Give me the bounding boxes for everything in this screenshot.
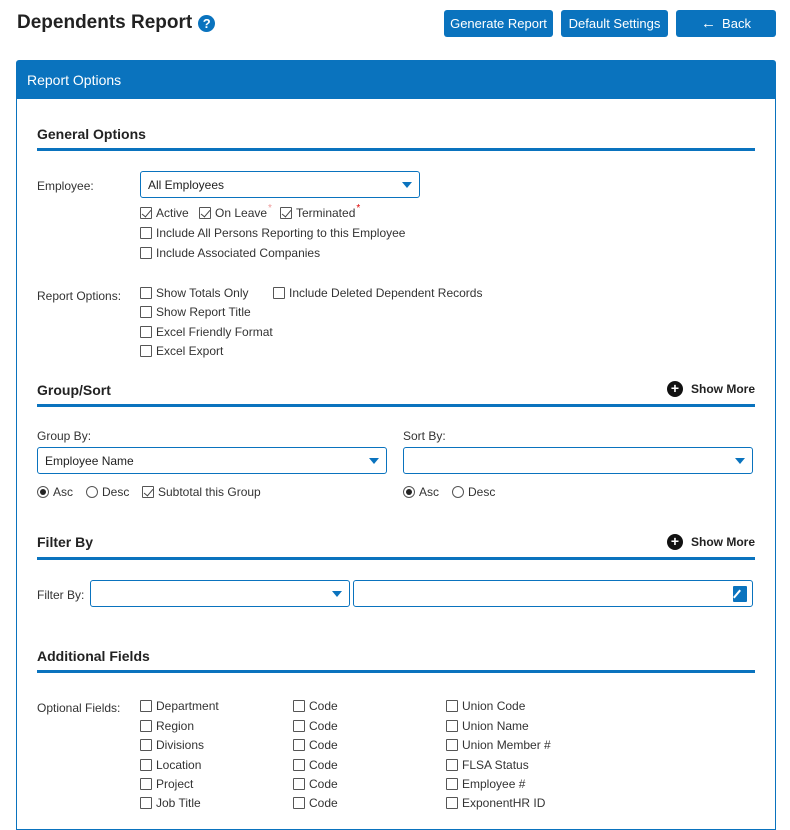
- show-title-label: Show Report Title: [156, 305, 251, 319]
- sort-asc-radio[interactable]: [403, 485, 439, 499]
- desc-label: Desc: [468, 485, 496, 499]
- field-union-code-checkbox[interactable]: [446, 699, 525, 713]
- checkbox-box[interactable]: [280, 207, 292, 219]
- checkbox-box[interactable]: [446, 739, 458, 751]
- checkbox-box[interactable]: [140, 207, 152, 219]
- on-leave-label: On Leave: [215, 206, 268, 220]
- group-by-label: Group By:: [37, 429, 92, 443]
- chevron-down-icon: [369, 458, 379, 464]
- field-label: Location: [156, 758, 202, 772]
- general-options-title: General Options: [37, 126, 146, 142]
- group-sort-title: Group/Sort: [37, 382, 111, 398]
- question-circle-icon[interactable]: ?: [198, 15, 215, 32]
- field-label: Union Name: [462, 719, 529, 733]
- terminated-checkbox[interactable]: [280, 202, 361, 220]
- terminated-label: Terminated: [296, 206, 356, 220]
- checkbox-box[interactable]: [140, 700, 152, 712]
- include-deleted-checkbox[interactable]: [273, 286, 482, 300]
- show-more-label: Show More: [690, 382, 755, 396]
- excel-export-checkbox[interactable]: [140, 344, 223, 358]
- filter-by-rule: [37, 557, 755, 560]
- field-union-member-checkbox[interactable]: [446, 738, 551, 752]
- checkbox-box[interactable]: [140, 720, 152, 732]
- group-sort-show-more[interactable]: [667, 381, 755, 397]
- include-deleted-label: Include Deleted Dependent Records: [289, 286, 483, 300]
- generate-report-button[interactable]: Generate Report: [444, 10, 553, 37]
- group-by-select[interactable]: [37, 447, 387, 474]
- filter-by-select[interactable]: [90, 580, 350, 607]
- page-title: [17, 12, 215, 34]
- field-label: Code: [309, 796, 338, 810]
- checkbox-box[interactable]: [140, 247, 152, 259]
- field-label: Department: [156, 699, 219, 713]
- field-code-checkbox[interactable]: [293, 758, 338, 772]
- checkbox-box[interactable]: [140, 287, 152, 299]
- active-label: Active: [156, 206, 189, 220]
- radio-dot[interactable]: [37, 486, 49, 498]
- sort-by-label: Sort By:: [403, 429, 446, 443]
- group-sort-rule: [37, 404, 755, 407]
- group-asc-radio[interactable]: [37, 485, 73, 499]
- field-label: ExponentHR ID: [462, 796, 546, 810]
- group-desc-radio[interactable]: [86, 485, 129, 499]
- excel-friendly-checkbox[interactable]: [140, 325, 273, 339]
- default-settings-button[interactable]: Default Settings: [561, 10, 668, 37]
- field-code-checkbox[interactable]: [293, 796, 338, 810]
- required-marker: *: [268, 202, 272, 214]
- include-reporting-checkbox[interactable]: [140, 226, 405, 240]
- field-code-checkbox[interactable]: [293, 719, 338, 733]
- checkbox-box[interactable]: [140, 797, 152, 809]
- field-region-checkbox[interactable]: [140, 719, 194, 733]
- checkbox-box[interactable]: [273, 287, 285, 299]
- include-reporting-label: Include All Persons Reporting to this Employee: [156, 226, 406, 240]
- excel-friendly-label: Excel Friendly Format: [156, 325, 273, 339]
- field-label: Union Code: [462, 699, 526, 713]
- checkbox-box[interactable]: [446, 700, 458, 712]
- field-label: Code: [309, 699, 338, 713]
- plus-circle-icon: +: [667, 381, 683, 397]
- field-location-checkbox[interactable]: [140, 758, 201, 772]
- checkbox-box[interactable]: [140, 345, 152, 357]
- subtotal-label: Subtotal this Group: [158, 485, 261, 499]
- include-companies-label: Include Associated Companies: [156, 246, 321, 260]
- field-code-checkbox[interactable]: [293, 777, 338, 791]
- checkbox-box[interactable]: [140, 326, 152, 338]
- field-label: Union Member #: [462, 738, 551, 752]
- field-exponenthr-id-checkbox[interactable]: [446, 796, 545, 810]
- field-label: Code: [309, 738, 338, 752]
- field-label: Employee #: [462, 777, 526, 791]
- checkbox-box[interactable]: [293, 759, 305, 771]
- include-companies-checkbox[interactable]: [140, 246, 320, 260]
- employee-select[interactable]: [140, 171, 420, 198]
- additional-fields-rule: [37, 670, 755, 673]
- checkbox-box[interactable]: [293, 700, 305, 712]
- filter-by-label: Filter By:: [37, 588, 85, 602]
- checkbox-box[interactable]: [446, 797, 458, 809]
- checkbox-box[interactable]: [293, 778, 305, 790]
- back-button[interactable]: [676, 10, 776, 37]
- checkbox-box[interactable]: [446, 778, 458, 790]
- field-code-checkbox[interactable]: [293, 699, 338, 713]
- checkbox-box[interactable]: [140, 739, 152, 751]
- field-label: Job Title: [156, 796, 201, 810]
- show-totals-checkbox[interactable]: [140, 286, 249, 300]
- asc-label: Asc: [419, 485, 440, 499]
- checkbox-box[interactable]: [140, 759, 152, 771]
- active-checkbox[interactable]: [140, 206, 189, 220]
- field-label: FLSA Status: [462, 758, 529, 772]
- additional-fields-title: Additional Fields: [37, 648, 150, 664]
- optional-fields-label: Optional Fields:: [37, 701, 121, 715]
- plus-circle-icon: +: [667, 534, 683, 550]
- checkbox-box[interactable]: [293, 739, 305, 751]
- checkbox-box[interactable]: [293, 720, 305, 732]
- filter-value-input[interactable]: [353, 580, 753, 607]
- field-job-title-checkbox[interactable]: [140, 796, 201, 810]
- checkbox-box[interactable]: [293, 797, 305, 809]
- on-leave-checkbox[interactable]: [199, 202, 272, 220]
- employee-label: Employee:: [37, 179, 94, 193]
- checkbox-box[interactable]: [446, 720, 458, 732]
- desc-label: Desc: [102, 485, 130, 499]
- required-marker: *: [356, 202, 361, 214]
- field-label: Code: [309, 777, 338, 791]
- report-options-label: Report Options:: [37, 289, 122, 303]
- chevron-down-icon: [735, 458, 745, 464]
- asc-label: Asc: [53, 485, 74, 499]
- radio-dot[interactable]: [403, 486, 415, 498]
- field-label: Region: [156, 719, 195, 733]
- filter-show-more[interactable]: [667, 534, 755, 550]
- field-department-checkbox[interactable]: [140, 699, 219, 713]
- show-totals-label: Show Totals Only: [156, 286, 249, 300]
- field-label: Code: [309, 719, 338, 733]
- field-label: Divisions: [156, 738, 205, 752]
- checkbox-box[interactable]: [142, 486, 154, 498]
- field-label: Code: [309, 758, 338, 772]
- subtotal-checkbox[interactable]: [142, 485, 261, 499]
- checkbox-box[interactable]: [446, 759, 458, 771]
- field-employee-number-checkbox[interactable]: [446, 777, 525, 791]
- panel-header: Report Options: [17, 61, 775, 99]
- excel-export-label: Excel Export: [156, 344, 224, 358]
- field-code-checkbox[interactable]: [293, 738, 338, 752]
- field-divisions-checkbox[interactable]: [140, 738, 204, 752]
- sort-desc-radio[interactable]: [452, 485, 495, 499]
- field-union-name-checkbox[interactable]: [446, 719, 529, 733]
- edit-icon[interactable]: [733, 586, 747, 602]
- show-title-checkbox[interactable]: [140, 305, 251, 319]
- field-flsa-status-checkbox[interactable]: [446, 758, 529, 772]
- radio-dot[interactable]: [452, 486, 464, 498]
- general-options-rule: [37, 148, 755, 151]
- field-project-checkbox[interactable]: [140, 777, 193, 791]
- chevron-down-icon: [332, 591, 342, 597]
- group-by-value: Employee Name: [45, 453, 134, 468]
- page-title-text: Dependents Report: [17, 12, 193, 33]
- chevron-down-icon: [402, 182, 412, 188]
- sort-by-select[interactable]: [403, 447, 753, 474]
- checkbox-box[interactable]: [140, 778, 152, 790]
- field-label: Project: [156, 777, 194, 791]
- checkbox-box[interactable]: [199, 207, 211, 219]
- arrow-left-icon: ←: [701, 15, 717, 32]
- radio-dot[interactable]: [86, 486, 98, 498]
- filter-by-title: Filter By: [37, 534, 94, 550]
- show-more-label: Show More: [690, 535, 755, 549]
- employee-select-value: All Employees: [148, 177, 225, 192]
- back-button-label: Back: [722, 16, 751, 31]
- checkbox-box[interactable]: [140, 227, 152, 239]
- checkbox-box[interactable]: [140, 306, 152, 318]
